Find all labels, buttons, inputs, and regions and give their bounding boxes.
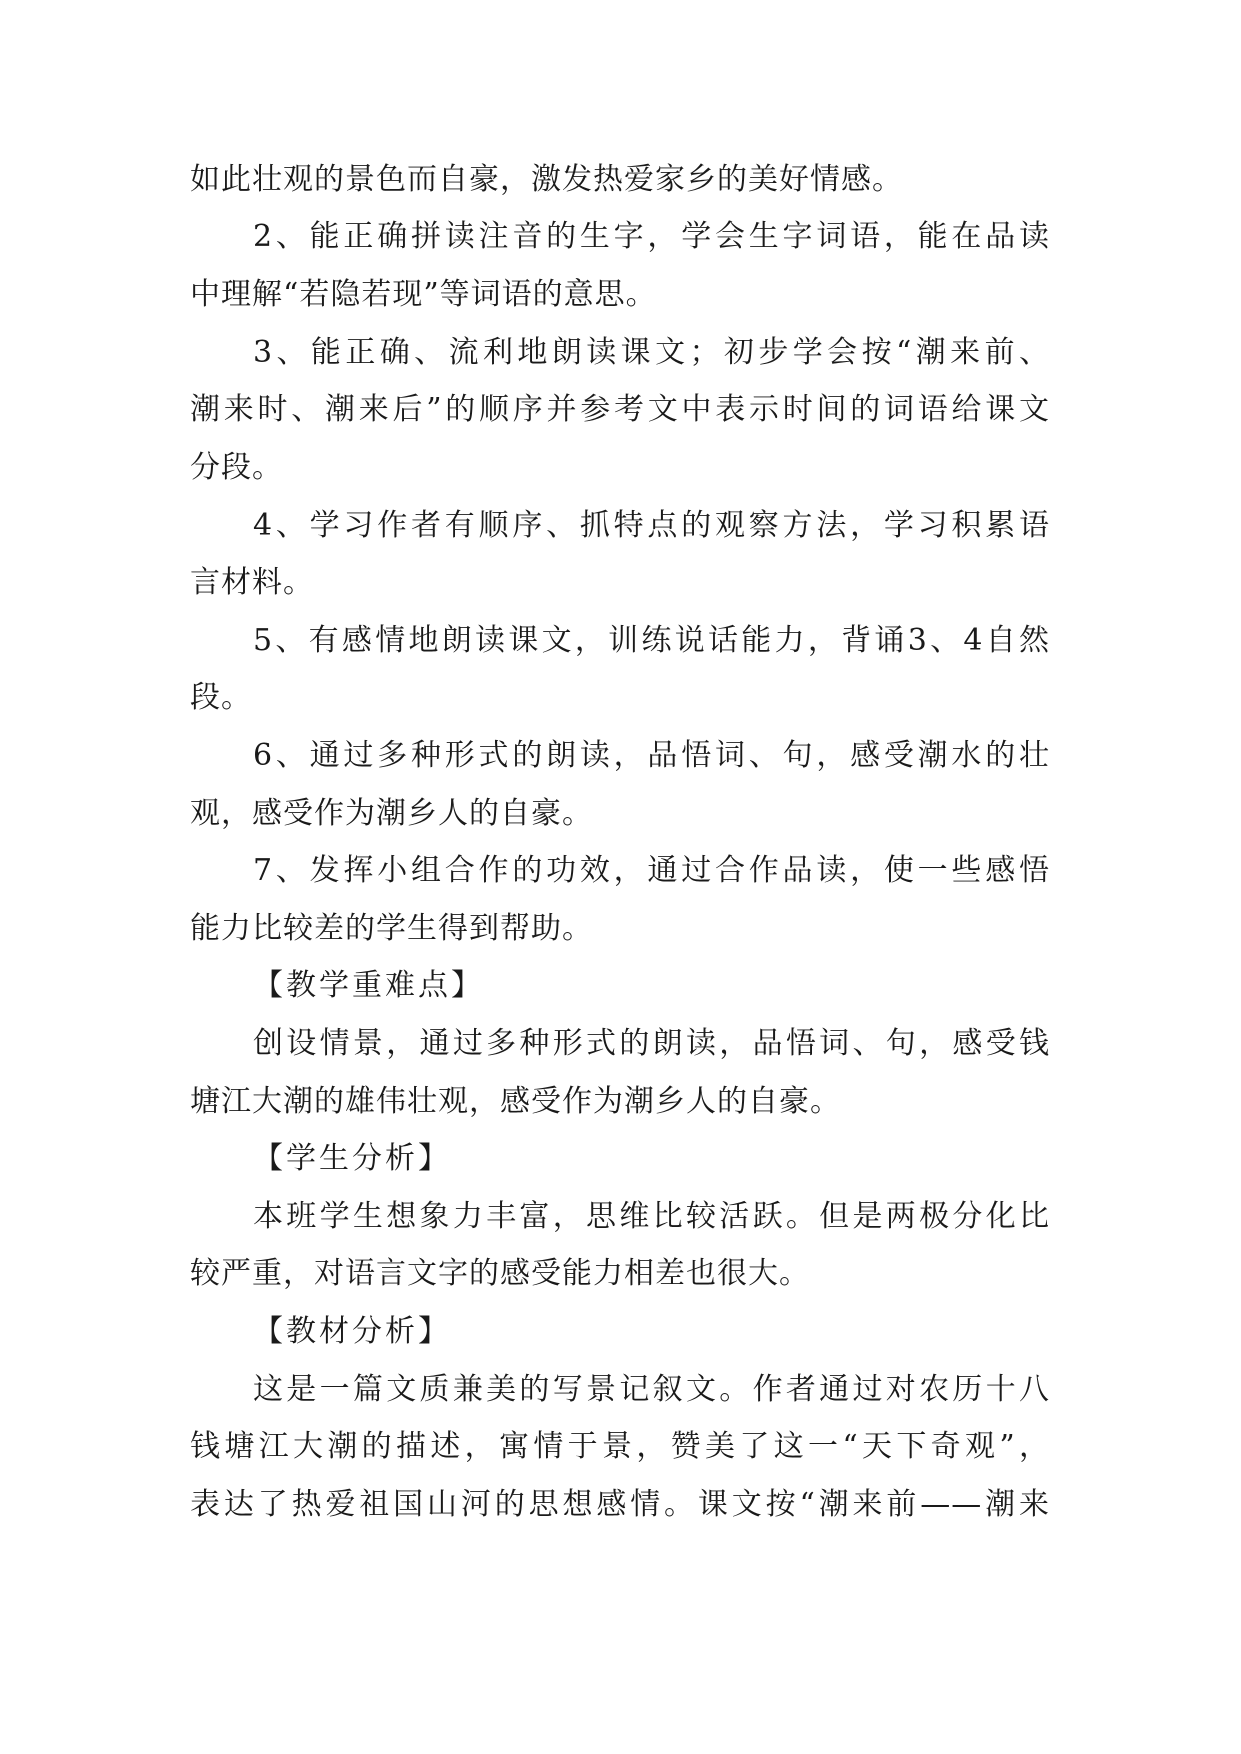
text-line: 表达了热爱祖国山河的思想感情。课文按“潮来前——潮来 bbox=[190, 1487, 1050, 1522]
paragraph-line: 这是一篇文质兼美的写景记叙文。作者通过对农历十八 bbox=[253, 1372, 1050, 1407]
text-line: 言材料。 bbox=[190, 565, 314, 600]
text-line: 段。 bbox=[190, 680, 252, 715]
objective-item-5: 5、有感情地朗读课文，训练说话能力，背诵3、4自然 bbox=[253, 623, 1050, 658]
text-line: 观，感受作为潮乡人的自豪。 bbox=[190, 796, 593, 831]
text-line: 较严重，对语言文字的感受能力相差也很大。 bbox=[190, 1256, 810, 1291]
paragraph-line: 创设情景，通过多种形式的朗读，品悟词、句，感受钱 bbox=[253, 1026, 1050, 1061]
objective-item-7: 7、发挥小组合作的功效，通过合作品读，使一些感悟 bbox=[253, 853, 1050, 888]
paragraph-line: 本班学生想象力丰富，思维比较活跃。但是两极分化比 bbox=[253, 1199, 1050, 1234]
section-heading-textbook-analysis: 【教材分析】 bbox=[253, 1314, 451, 1349]
text-line: 潮来时、潮来后”的顺序并参考文中表示时间的词语给课文 bbox=[190, 392, 1050, 427]
section-heading-student-analysis: 【学生分析】 bbox=[253, 1141, 451, 1176]
text-line: 钱塘江大潮的描述，寓情于景，赞美了这一“天下奇观”， bbox=[190, 1429, 1050, 1464]
objective-item-2: 2、能正确拼读注音的生字，学会生字词语，能在品读 bbox=[253, 219, 1050, 254]
text-line: 能力比较差的学生得到帮助。 bbox=[190, 911, 593, 946]
section-heading-key-points: 【教学重难点】 bbox=[253, 968, 484, 1003]
text-line: 中理解“若隐若现”等词语的意思。 bbox=[190, 277, 657, 312]
objective-item-3: 3、能正确、流利地朗读课文；初步学会按“潮来前、 bbox=[253, 335, 1050, 370]
text-line: 如此壮观的景色而自豪，激发热爱家乡的美好情感。 bbox=[190, 162, 903, 197]
text-line: 分段。 bbox=[190, 450, 283, 485]
objective-item-6: 6、通过多种形式的朗读，品悟词、句，感受潮水的壮 bbox=[253, 738, 1050, 773]
text-line: 塘江大潮的雄伟壮观，感受作为潮乡人的自豪。 bbox=[190, 1084, 841, 1119]
objective-item-4: 4、学习作者有顺序、抓特点的观察方法，学习积累语 bbox=[253, 508, 1050, 543]
